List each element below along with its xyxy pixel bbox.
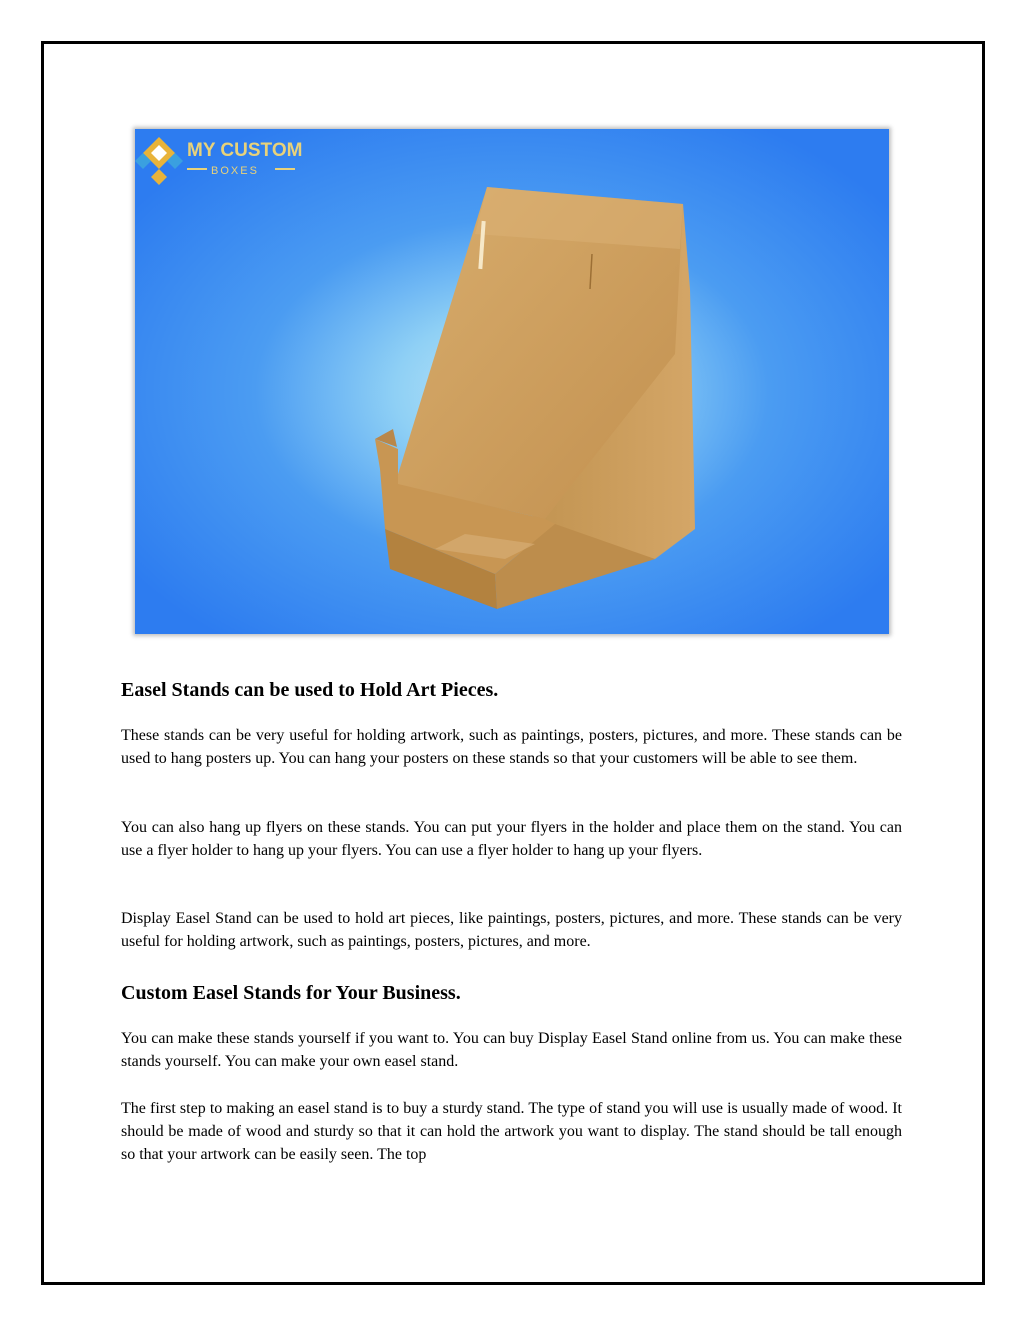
section-heading-1: Easel Stands can be used to Hold Art Pieces. xyxy=(121,679,499,701)
section-1-paragraph-2: You can also hang up flyers on these stands. You can put your flyers in the holder and place them on the stand. You can use a flyer holder to hang up your flyers. You can use a flyer holder to hang up your flyers. xyxy=(121,819,902,859)
easel-stand-illustration xyxy=(135,129,889,634)
section-2-paragraph-2: The first step to making an easel stand is to buy a sturdy stand. The type of stand you will use is usually made of wood. It should be made of wood and sturdy so that it can hold the artwork you want to display. The stand should be tall enough so that your artwork can be easily seen. The top xyxy=(121,1100,902,1163)
section-heading-2: Custom Easel Stands for Your Business. xyxy=(121,982,461,1004)
section-1-paragraph-3: Display Easel Stand can be used to hold art pieces, like paintings, posters, pictures, and more. These stands can be very useful for holding artwork, such as paintings, posters, pictures, and more. xyxy=(121,910,902,950)
section-2-paragraph-1: You can make these stands yourself if you want to. You can buy Display Easel Stand online from us. You can make these stands yourself. You can make your own easel stand. xyxy=(121,1030,902,1070)
section-1-paragraph-1: These stands can be very useful for holding artwork, such as paintings, posters, pictures, and more. These stands can be used to hang posters up. You can hang your posters on these stands so that your customers will be able to see them. xyxy=(121,727,902,767)
logo-text-line2: BOXES xyxy=(211,165,259,177)
logo-text-line1: MY CUSTOM xyxy=(187,140,303,161)
product-image xyxy=(135,129,889,634)
